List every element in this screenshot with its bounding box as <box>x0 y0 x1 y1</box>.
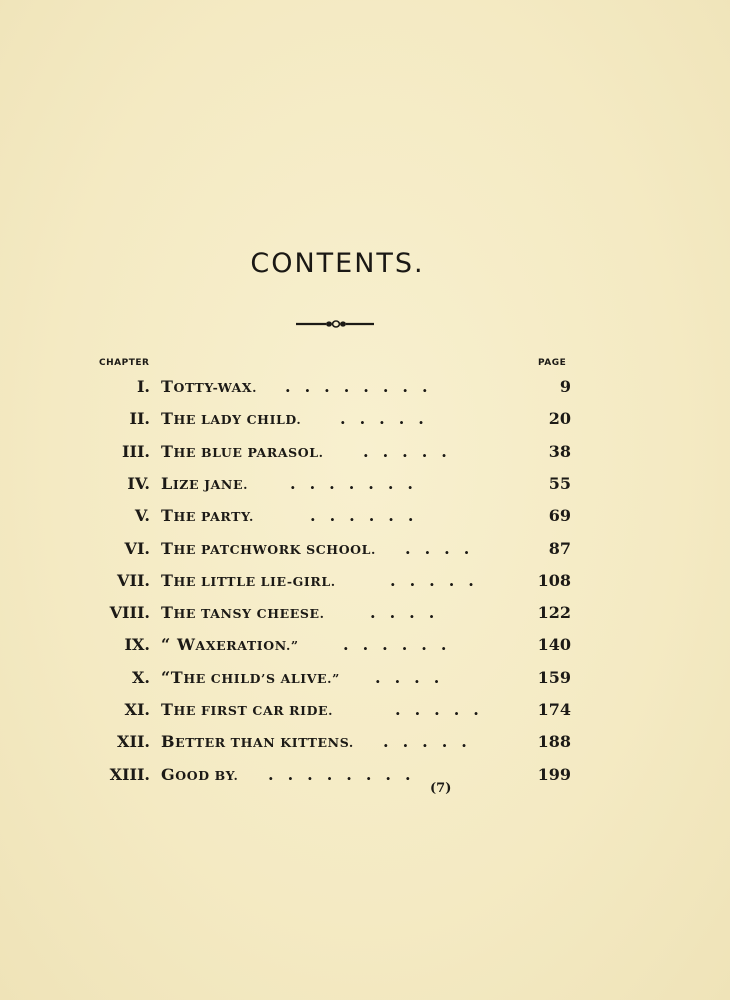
chapter-title-initial: “ W <box>161 635 196 655</box>
leader-dots: .... <box>375 667 454 687</box>
chapter-title-initial: L <box>161 473 173 493</box>
chapter-title-initial: T <box>161 570 174 590</box>
toc-entry <box>0 469 730 499</box>
chapter-numeral: VII. <box>117 570 150 590</box>
page-ref: 87 <box>548 538 571 558</box>
leader-dots: ..... <box>395 700 493 719</box>
chapter-numeral: VI. <box>124 538 150 558</box>
chapter-title-rest: HE PARTY. <box>173 509 254 525</box>
page-ref: 38 <box>548 441 571 461</box>
toc-entry <box>0 695 730 725</box>
chapter-title-rest: HE CHILD’S ALIVE.” <box>183 670 340 686</box>
chapter-numeral: II. <box>129 409 150 429</box>
toc-entry <box>0 501 730 531</box>
toc-entry <box>0 630 730 660</box>
chapter-numeral: III. <box>121 441 150 461</box>
chapter-numeral: X. <box>132 667 150 687</box>
leader-dots: ...... <box>343 635 461 655</box>
chapter-title-initial: G <box>161 764 176 784</box>
chapter-title <box>161 598 325 629</box>
toc-entry <box>0 566 730 596</box>
toc-entry <box>0 760 730 790</box>
chapter-title-initial: T <box>161 603 174 623</box>
chapter-title-rest: HE PATCHWORK SCHOOL. <box>173 541 377 557</box>
page-ref: 69 <box>548 506 571 526</box>
chapter-title-rest: HE FIRST CAR RIDE. <box>173 703 334 718</box>
chapter-numeral: IX. <box>124 635 150 655</box>
leader-dots: ..... <box>390 570 488 590</box>
chapter-title <box>161 372 257 403</box>
chapter-title <box>161 469 248 500</box>
chapter-title-initial: “T <box>161 667 184 687</box>
toc-entry <box>0 404 730 434</box>
chapter-title-rest: ETTER THAN KITTENS. <box>175 735 354 751</box>
toc-entry <box>0 663 730 693</box>
chapter-title-rest: HE BLUE PARASOL. <box>173 444 324 460</box>
chapter-numeral: XII. <box>117 732 150 752</box>
page-ref: 20 <box>548 409 571 429</box>
leader-dots: ..... <box>340 409 438 429</box>
chapter-numeral: V. <box>134 506 150 526</box>
chapter-title-rest: OTTY-WAX. <box>173 380 258 395</box>
chapter-title <box>161 534 376 565</box>
page-ref: 174 <box>537 700 571 719</box>
chapter-title-rest: AXERATION.” <box>195 638 299 654</box>
chapter-title <box>161 630 299 661</box>
chapter-title-initial: T <box>161 700 174 719</box>
toc-entry <box>0 372 730 402</box>
chapter-numeral: XIII. <box>109 764 150 784</box>
chapter-title-initial: B <box>161 732 176 752</box>
chapter-title <box>161 501 254 532</box>
chapter-title <box>161 760 238 791</box>
page-ref: 140 <box>537 635 571 655</box>
toc-entry <box>0 727 730 757</box>
chapter-title-initial: T <box>161 377 174 396</box>
page-column-label: PAGE <box>538 358 567 368</box>
leader-dots: ....... <box>290 473 427 493</box>
leader-dots: ..... <box>363 441 461 461</box>
page-ref: 199 <box>537 764 571 784</box>
chapter-title <box>161 695 333 726</box>
chapter-title <box>161 566 336 597</box>
page-ref: 108 <box>537 570 571 590</box>
chapter-title-rest: OOD BY. <box>175 767 239 783</box>
leader-dots: ..... <box>383 732 481 752</box>
chapter-numeral: VIII. <box>109 603 150 623</box>
leader-dots: ........ <box>268 764 425 784</box>
page-number: (7) <box>430 781 452 796</box>
leader-dots: ...... <box>310 506 428 526</box>
ornament-rule-icon <box>296 318 374 330</box>
chapter-title-rest: HE TANSY CHEESE. <box>173 606 325 622</box>
chapter-title-initial: T <box>161 441 174 461</box>
chapter-title-initial: T <box>161 409 174 429</box>
chapter-numeral: XI. <box>124 700 150 719</box>
chapter-numeral: I. <box>136 377 150 396</box>
toc-entry <box>0 534 730 564</box>
chapter-title <box>161 437 324 468</box>
leader-dots: .... <box>405 538 484 558</box>
chapter-numeral: IV. <box>127 473 150 493</box>
leader-dots: ........ <box>285 377 442 396</box>
page-ref: 9 <box>559 377 571 396</box>
chapter-title-rest: IZE JANE. <box>172 476 249 492</box>
chapter-title <box>161 663 340 694</box>
toc-entry <box>0 598 730 628</box>
chapter-title <box>161 727 354 758</box>
leader-dots: .... <box>370 603 449 623</box>
page-ref: 159 <box>537 667 571 687</box>
chapter-title-rest: HE LITTLE LIE-GIRL. <box>173 573 336 589</box>
page-ref: 55 <box>548 473 571 493</box>
page-title: CONTENTS. <box>250 248 425 279</box>
chapter-column-label: CHAPTER <box>99 358 150 368</box>
page-ref: 188 <box>537 732 571 752</box>
chapter-title-initial: T <box>161 506 174 526</box>
page-ref: 122 <box>537 603 571 623</box>
chapter-title-initial: T <box>161 538 174 558</box>
chapter-title-rest: HE LADY CHILD. <box>173 412 302 428</box>
chapter-title <box>161 404 301 435</box>
toc-entry <box>0 437 730 467</box>
